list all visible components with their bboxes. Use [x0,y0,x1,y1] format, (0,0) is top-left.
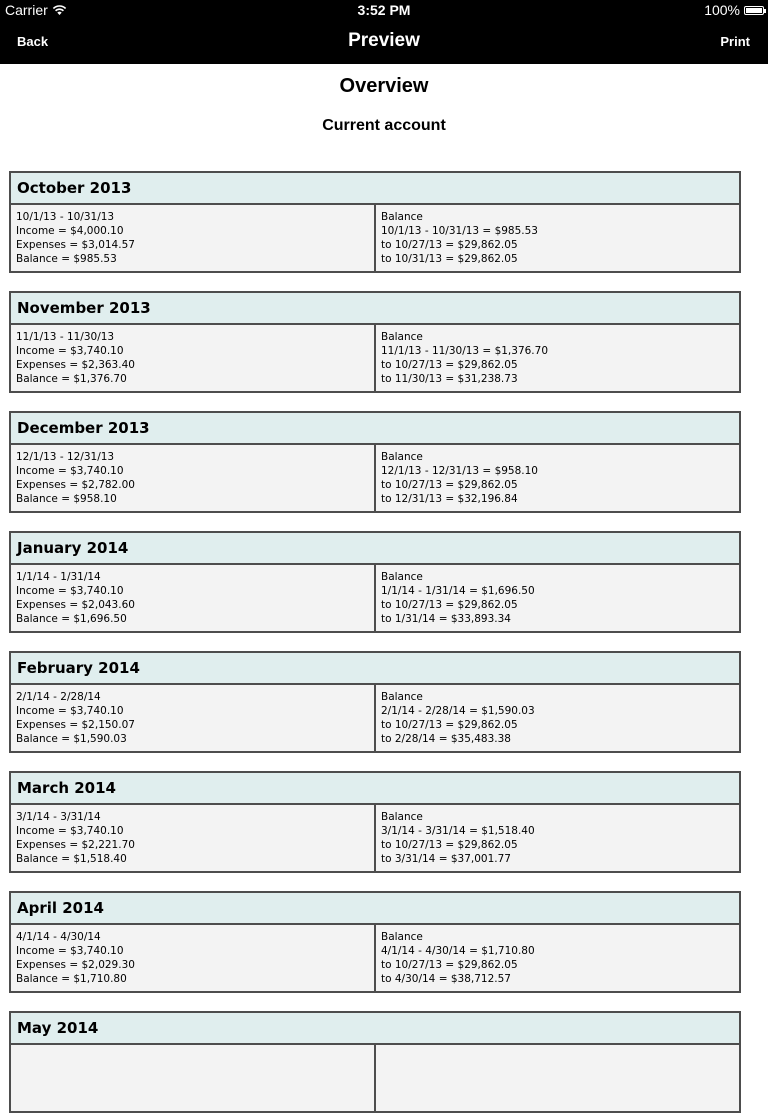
balance-summary-line: to 10/27/13 = $29,862.05 [381,719,518,731]
month-summary-line: Income = $4,000.10 [16,225,124,237]
balance-summary-line: 12/1/13 - 12/31/13 = $958.10 [381,465,538,477]
balance-summary-line: Balance [381,811,423,823]
navigation-bar [0,20,768,64]
month-summary-line: Expenses = $3,014.57 [16,239,135,251]
account-name: Current account [322,117,446,134]
month-heading: November 2013 [11,293,739,325]
balance-summary-line: to 3/31/14 = $37,001.77 [381,853,511,865]
battery-fill [746,8,762,13]
month-summary-line: Expenses = $2,029.30 [16,959,135,971]
month-summary-line: Income = $3,740.10 [16,945,124,957]
month-summary-cell [11,325,376,391]
month-summary-cell [11,805,376,871]
month-table-body [11,685,739,751]
month-summary-line: Income = $3,740.10 [16,345,124,357]
balance-summary-line: to 1/31/14 = $33,893.34 [381,613,511,625]
month-heading: February 2014 [11,653,739,685]
nav-title: Preview [348,30,420,51]
balance-summary-line: to 11/30/13 = $31,238.73 [381,373,518,385]
month-table-body [11,565,739,631]
month-table [9,891,741,993]
month-summary-line: Balance = $958.10 [16,493,117,505]
month-summary-line: Income = $3,740.10 [16,585,124,597]
balance-summary-line: 11/1/13 - 11/30/13 = $1,376.70 [381,345,549,357]
balance-summary-line: Balance [381,571,423,583]
month-table [9,651,741,753]
month-summary-line: 10/1/13 - 10/31/13 [16,211,115,223]
month-summary-line: Expenses = $2,043.60 [16,599,135,611]
balance-summary-line: Balance [381,691,423,703]
month-summary-line: 12/1/13 - 12/31/13 [16,451,115,463]
month-table [9,771,741,873]
month-table [9,411,741,513]
month-summary-line: Expenses = $2,363.40 [16,359,135,371]
month-summary-line: Balance = $1,590.03 [16,733,127,745]
month-summary-cell [11,205,376,271]
balance-summary-cell [376,205,739,271]
month-table [9,1011,741,1113]
balance-summary-line: 4/1/14 - 4/30/14 = $1,710.80 [381,945,535,957]
month-summary-line: Income = $3,740.10 [16,465,124,477]
balance-summary-cell [376,1045,739,1111]
month-summary-cell [11,685,376,751]
battery-icon [744,6,764,15]
balance-summary-line: to 12/31/13 = $32,196.84 [381,493,518,505]
balance-summary-line: 10/1/13 - 10/31/13 = $985.53 [381,225,538,237]
month-heading: April 2014 [11,893,739,925]
month-summary-cell [11,1045,376,1111]
month-heading: May 2014 [11,1013,739,1045]
page-title: Overview [339,75,429,97]
preview-content[interactable] [0,64,768,1037]
status-bar [0,0,768,20]
month-heading: March 2014 [11,773,739,805]
month-table-body [11,445,739,511]
balance-summary-line: to 10/27/13 = $29,862.05 [381,239,518,251]
month-summary-line: Balance = $1,710.80 [16,973,127,985]
battery-indicator [704,2,764,18]
balance-summary-cell [376,685,739,751]
carrier-label: Carrier [5,2,48,18]
month-table [9,531,741,633]
balance-summary-cell [376,925,739,991]
clock: 3:52 PM [357,2,411,18]
battery-percent: 100% [704,2,740,18]
balance-summary-line: to 10/27/13 = $29,862.05 [381,479,518,491]
month-table [9,171,741,273]
month-summary-line: Balance = $1,696.50 [16,613,127,625]
month-summary-line: Expenses = $2,150.07 [16,719,135,731]
month-table-body [11,1045,739,1111]
month-summary-cell [11,445,376,511]
balance-summary-cell [376,805,739,871]
month-summary-line: 3/1/14 - 3/31/14 [16,811,101,823]
month-summary-cell [11,565,376,631]
month-summary-line: Balance = $985.53 [16,253,117,265]
month-table-body [11,205,739,271]
balance-summary-line: to 10/27/13 = $29,862.05 [381,959,518,971]
month-heading: January 2014 [11,533,739,565]
balance-summary-line: to 10/27/13 = $29,862.05 [381,599,518,611]
month-summary-line: Expenses = $2,221.70 [16,839,135,851]
balance-summary-cell [376,445,739,511]
balance-summary-line: Balance [381,211,423,223]
month-heading: October 2013 [11,173,739,205]
month-heading: December 2013 [11,413,739,445]
balance-summary-cell [376,325,739,391]
balance-summary-line: to 2/28/14 = $35,483.38 [381,733,511,745]
month-table [9,291,741,393]
month-table-body [11,925,739,991]
balance-summary-line: to 10/27/13 = $29,862.05 [381,839,518,851]
balance-summary-line: to 4/30/14 = $38,712.57 [381,973,511,985]
back-button[interactable]: Back [17,34,49,49]
month-summary-line: Balance = $1,376.70 [16,373,127,385]
balance-summary-line: 3/1/14 - 3/31/14 = $1,518.40 [381,825,535,837]
balance-summary-cell [376,565,739,631]
balance-summary-line: to 10/31/13 = $29,862.05 [381,253,518,265]
print-button[interactable]: Print [720,34,750,49]
balance-summary-line: Balance [381,451,423,463]
month-summary-line: Expenses = $2,782.00 [16,479,135,491]
balance-summary-line: Balance [381,931,423,943]
balance-summary-line: 1/1/14 - 1/31/14 = $1,696.50 [381,585,535,597]
month-summary-line: 11/1/13 - 11/30/13 [16,331,115,343]
balance-summary-line: to 10/27/13 = $29,862.05 [381,359,518,371]
month-table-body [11,325,739,391]
month-summary-line: 4/1/14 - 4/30/14 [16,931,101,943]
month-summary-line: Balance = $1,518.40 [16,853,127,865]
balance-summary-line: Balance [381,331,423,343]
month-summary-line: 1/1/14 - 1/31/14 [16,571,101,583]
month-summary-line: 2/1/14 - 2/28/14 [16,691,101,703]
month-summary-cell [11,925,376,991]
balance-summary-line: 2/1/14 - 2/28/14 = $1,590.03 [381,705,535,717]
month-summary-line: Income = $3,740.10 [16,705,124,717]
month-table-body [11,805,739,871]
month-summary-line: Income = $3,740.10 [16,825,124,837]
